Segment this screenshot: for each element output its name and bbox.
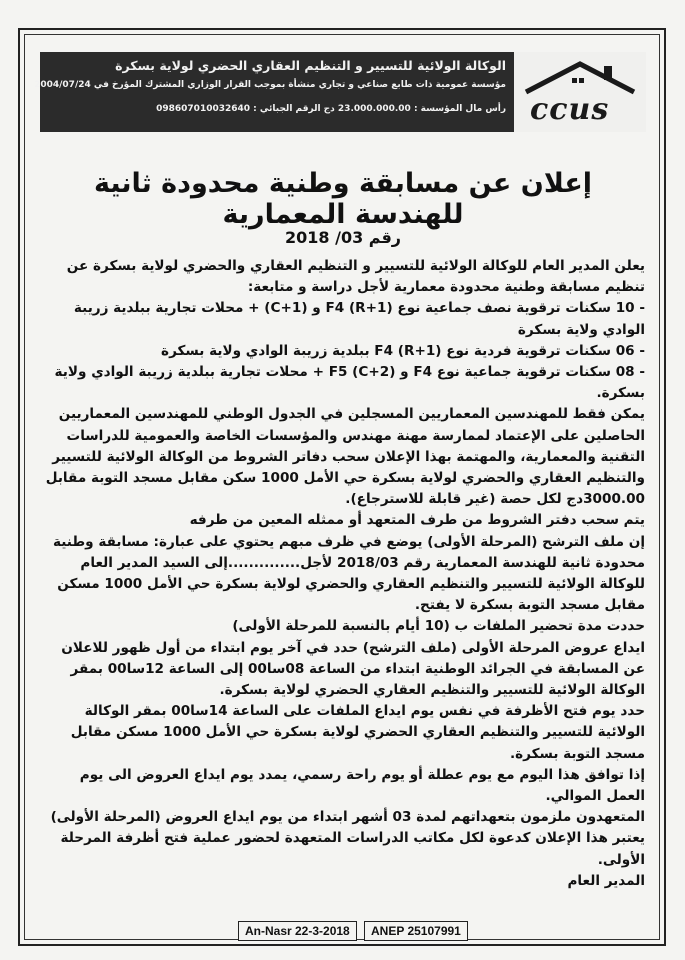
paragraph: ايداع عروض المرحلة الأولى (ملف الترشح) حدد في آخر يوم ابتداء من أول ظهور للاعلان عن المسابقة في الجرائد الوطنية ابتداء من الساعة 08سا00 إلى الساعة 12سا00 بمقر الوكالة الولائية للتسيير والتنظيم العقاري الحضري لولاية بسكرة.: [61, 639, 645, 699]
paragraph: - 08 سكنات ترقوية جماعية نوع F4 و F5 (C+2) + محلات تجارية ببلدية زريبة الوادي ولاية بسكرة.: [54, 364, 645, 402]
paragraph: حدد يوم فتح الأظرفة في نفس يوم ايداع الملفات على الساعة 14سا00 بمقر الوكالة الولائية للتسيير والتنظيم العقاري الحضري لولاية بسكرة حي الأمل 1000 مسكن مقابل مسجد التوبة بسكرة.: [70, 703, 645, 762]
capital-line: رأس مال المؤسسة : 23.000.000.00 دج الرقم الجبائي : 098607010032640: [156, 104, 506, 114]
announcement-number: رقم 03/ 2018: [284, 228, 402, 247]
letterhead-banner: [34, 52, 646, 132]
agency-name: الوكالة الولائية للتسيير و التنظيم العقاري الحضري لولاية بسكرة: [115, 58, 506, 73]
paragraph: - 10 سكنات ترقوية نصف جماعية نوع F4 (R+1) و (C+1) + محلات تجارية ببلدية زريبة الوادي ولاية بسكرة: [73, 300, 645, 338]
paragraph: إذا توافق هذا اليوم مع يوم عطلة أو يوم راحة رسمي، يمدد يوم ايداع العروض الى يوم العمل الموالي.: [79, 766, 645, 805]
paragraph: يتم سحب دفتر الشروط من طرف المتعهد أو ممثله المعين من طرفه: [189, 512, 645, 529]
agency-info: مؤسسة عمومية ذات طابع صناعي و تجاري منشأة بموجب القرار الوزاري المشترك المؤرخ في 2004/07/24: [34, 80, 506, 90]
agency-logo: [512, 52, 646, 132]
paragraph: يعلن المدير العام للوكالة الولائية للتسيير و التنظيم العقاري والحضري لولاية بسكرة عن تنظيم مسابقة وطنية محدودة معمارية لأجل دراسة و متابعة:: [66, 258, 645, 296]
signature: المدير العام: [567, 872, 645, 889]
paragraph: يعتبر هذا الإعلان كدعوة لكل مكاتب الدراسات المتعهدة لحضور عملية فتح أظرفة المرحلة الأولى.: [60, 830, 645, 868]
paragraph: حددت مدة تحضير الملفات ب (10 أيام بالنسبة للمرحلة الأولى): [232, 618, 645, 635]
logo-text: ccus: [530, 92, 610, 127]
announcement-body: [40, 256, 645, 892]
paragraph: المتعهدون ملزمون بتعهداتهم لمدة 03 أشهر ابتداء من يوم ايداع العروض (المرحلة الأولى): [50, 809, 645, 826]
anep-reference: ANEP 25107991: [364, 921, 468, 941]
newspaper-reference: An-Nasr 22-3-2018: [238, 921, 357, 941]
paragraph: يمكن فقط للمهندسين المعماريين المسجلين في الجدول الوطني للمهندسين المعماريين الحاصلين على الإعتماد لممارسة مهنة مهندس والمؤسسات الخاصة والعمومية للدراسات التقنية والمعمارية، والمهتمة بهذا الإعلان سحب دفاتر الشروط من الوكالة الولائية للتسيير والتنظيم العقاري والحضري لولاية بسكرة حي الأمل 1000 سكن مقابل مسجد التوبة مقابل 3000.00دج لكل حصة (غير قابلة للاسترجاع).: [45, 406, 645, 508]
paragraph: - 06 سكنات ترقوية فردية نوع F4 (R+1) ببلدية زريبة الوادي ولاية بسكرة: [161, 342, 645, 359]
paragraph: إن ملف الترشح (المرحلة الأولى) يوضع في ظرف مبهم يحتوي على عبارة: مسابقة وطنية محدودة ثانية للهندسة المعمارية رقم 2018/03 لأجل..............إلى السيد المدير العام للوكالة الولائية للتسيير والتنظيم العقاري والحضري لولاية بسكرة حي الأمل 1000 مسكن مقابل مسجد التوبة بسكرة لا يفتح.: [53, 533, 645, 614]
announcement-title: إعلان عن مسابقة وطنية محدودة ثانية للهندسة المعمارية: [93, 168, 593, 230]
